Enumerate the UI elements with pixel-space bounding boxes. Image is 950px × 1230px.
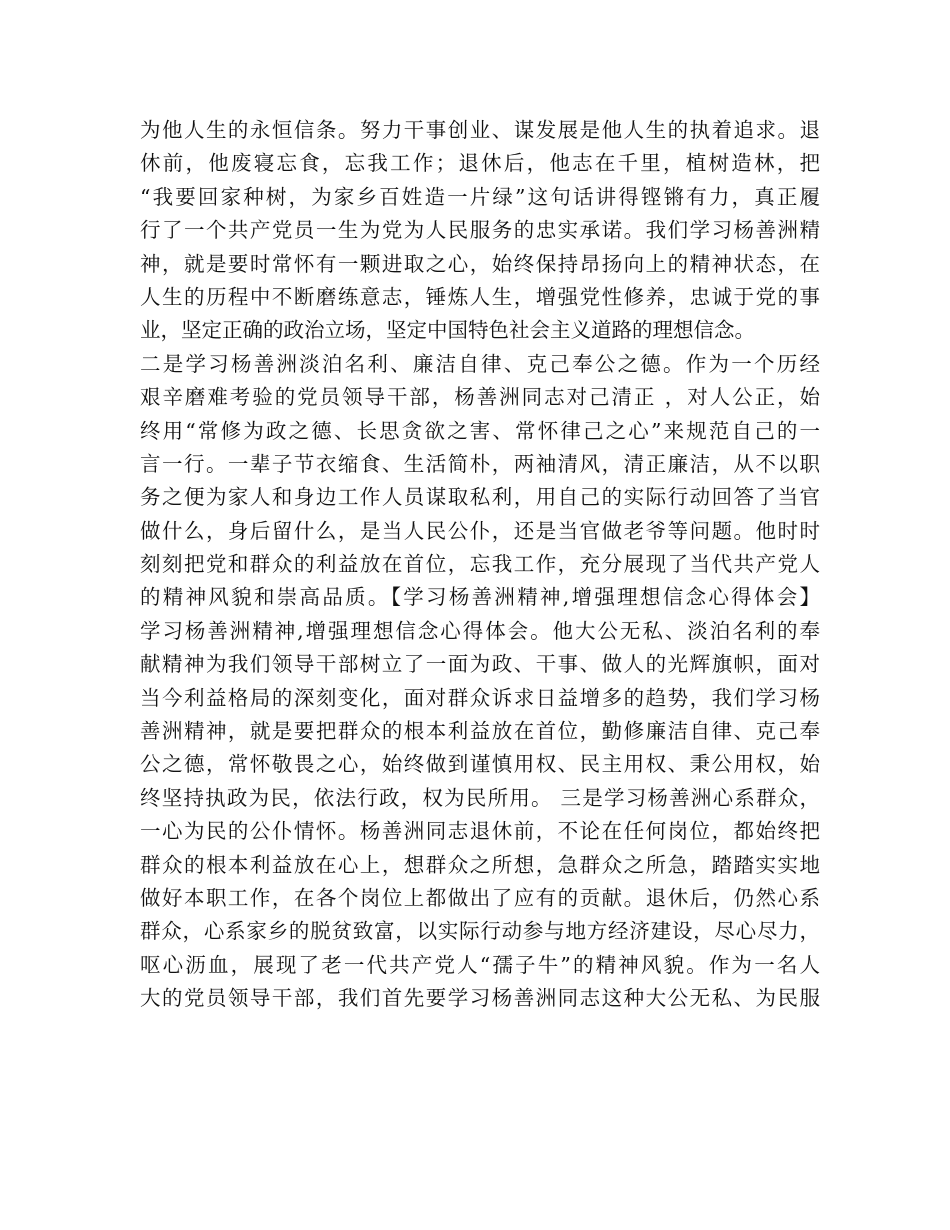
text-line: 的精神风貌和崇高品质。【学习杨善洲精神,增强理想信念心得体会】	[140, 585, 820, 610]
text-line: 言一行。一辈子节衣缩食、生活简朴，两袖清风，清正廉洁，从不以职	[140, 451, 820, 476]
text-line: 当今利益格局的深刻变化，面对群众诉求日益增多的趋势，我们学习杨	[140, 685, 820, 710]
text-line: 群众的根本利益放在心上，想群众之所想，急群众之所急，踏踏实实地	[140, 852, 820, 877]
text-line: 行了一个共产党员一生为党为人民服务的忠实承诺。我们学习杨善洲精	[140, 218, 820, 243]
text-line: 休前，他废寝忘食，忘我工作；退休后，他志在千里，植树造林，把	[140, 151, 820, 176]
text-line: 人生的历程中不断磨练意志，锤炼人生，增强党性修养，忠诚于党的事	[140, 284, 820, 309]
text-line: 刻刻把党和群众的利益放在首位，忘我工作，充分展现了当代共产党人	[140, 552, 820, 577]
text-line: 业，坚定正确的政治立场，坚定中国特色社会主义道路的理想信念。	[140, 318, 755, 343]
text-line: 务之便为家人和身边工作人员谋取私利，用自己的实际行动回答了当官	[140, 485, 820, 510]
text-line: 大的党员领导干部，我们首先要学习杨善洲同志这种大公无私、为民服	[140, 986, 820, 1011]
text-line: 神，就是要时常怀有一颗进取之心，始终保持昂扬向上的精神状态，在	[140, 251, 820, 276]
text-line: 为他人生的永恒信条。努力干事创业、谋发展是他人生的执着追求。退	[140, 118, 820, 142]
text-line: 一心为民的公仆情怀。杨善洲同志退休前，不论在任何岗位，都始终把	[140, 819, 820, 844]
text-line: 呕心沥血，展现了老一代共产党人“孺子牛”的精神风貌。作为一名人	[140, 952, 820, 977]
text-line: 公之德，常怀敬畏之心，始终做到谨慎用权、民主用权、秉公用权，始	[140, 752, 820, 777]
text-line: 终坚持执政为民，依法行政，权为民所用。 三是学习杨善洲心系群众，	[140, 785, 820, 810]
text-line: 艰辛磨难考验的党员领导干部，杨善洲同志对己清正 ，对人公正，始	[140, 385, 820, 410]
text-line: 献精神为我们领导干部树立了一面为政、干事、做人的光辉旗帜，面对	[140, 652, 820, 677]
document-body	[140, 114, 820, 1016]
text-line: 善洲精神，就是要把群众的根本利益放在首位，勤修廉洁自律、克己奉	[140, 719, 820, 744]
text-line: 群众，心系家乡的脱贫致富，以实际行动参与地方经济建设，尽心尽力，	[140, 919, 820, 944]
text-line: 做什么，身后留什么，是当人民公仆，还是当官做老爷等问题。他时时	[140, 518, 820, 543]
text-line: 二是学习杨善洲淡泊名利、廉洁自律、克己奉公之德。作为一个历经	[140, 351, 820, 376]
text-line: 做好本职工作，在各个岗位上都做出了应有的贡献。退休后，仍然心系	[140, 885, 820, 910]
text-line: 终用“常修为政之德、长思贪欲之害、常怀律己之心”来规范自己的一	[140, 418, 820, 443]
text-line: 学习杨善洲精神,增强理想信念心得体会。他大公无私、淡泊名利的奉	[140, 618, 820, 643]
text-line: “我要回家种树，为家乡百姓造一片绿”这句话讲得铿锵有力，真正履	[140, 184, 820, 209]
